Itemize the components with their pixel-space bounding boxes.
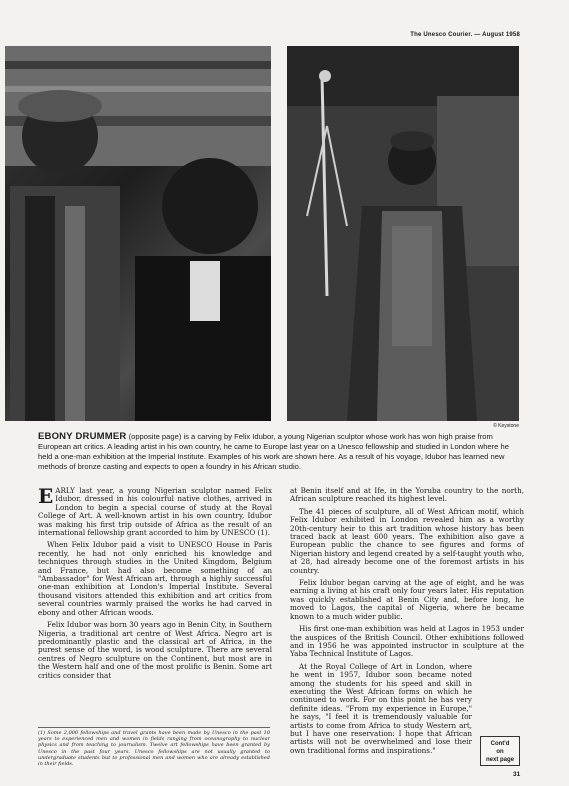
portrait-photo-graphic xyxy=(5,46,271,421)
continued-line-3: next page xyxy=(485,757,514,763)
article-column-right xyxy=(290,487,524,759)
photo-idubor-portrait xyxy=(5,46,271,421)
footnote: (1) Some 2,000 fellowships and travel grants have been made by Unesco in the past 10 years to experienced men and women in fields ranging from oceanography to nuclear physics and from teaching to journalism. Twelve art fellowships have been granted by Unesco in the past four years. Unesco fellowships are not usually granted to undergraduate students but to professional men and women who are already established in their fields. xyxy=(38,730,270,768)
article-paragraph: When Felix Idubor paid a visit to UNESCO House in Paris recently, he had not only enriched his knowledge and techniques through studies in the United Kingdom, Belgium and France, but had also become something of an "Ambassador" for West African art, through a highly successful one-man exhibition at London's Imperial Institute. Several thousand visitors attended this exhibition and art critics from several countries warmly praised the works he had carved in ebony and other African woods. xyxy=(38,540,272,617)
caption-text: (opposite page) is a carving by Felix Idubor, a young Nigerian sculptor whose work has won high praise from European art critics. A leading artist in his own country, he came to Europe last year on a Unesco fellowship and studied in London where he held a one-man exhibition at the Imperial Institute. Examples of his work are shown here. As a result of his voyage, Idubor has learned new methods of bronze casting and expects to open a foundry in his African studio. xyxy=(38,432,509,471)
photo-idubor-with-sculpture xyxy=(287,46,519,421)
article-paragraph: Felix Idubor began carving at the age of eight, and he was earning a living at his craft only four years later. His reputation was quickly established at Benin City and, before long, he moved to Lagos, the capital of Nigeria, where he became known to a much wider public. xyxy=(290,578,524,621)
page-number: 31 xyxy=(513,771,521,778)
footnote-divider xyxy=(38,727,270,728)
sculpture-photo-graphic xyxy=(287,46,519,421)
article-paragraph: The 41 pieces of sculpture, all of West African motif, which Felix Idubor exhibited in London revealed him as a worthy 20th-century heir to this art tradition whose history has been traced back at least 600 years. The exhibition also gave a European public the chance to see figures and forms of Nigerian history and legend created by a self-taught youth who, at 28, had already become one of the foremost artists in his country. xyxy=(290,506,524,575)
photo-credit: © Keystone xyxy=(493,423,519,429)
drop-cap: E xyxy=(38,484,54,508)
photo-caption xyxy=(38,432,524,472)
paragraph-text: ARLY last year, a young Nigerian sculptor named Felix Idubor, dressed in his colourful native clothes, arrived in London to begin a special course of study at the Royal College of Art. A well-known artist in his own country, Idubor was making his first trip outside of Africa as the result of an international fellowship grant accorded to him by UNESCO (1). xyxy=(38,486,272,538)
article-paragraph: Felix Idubor was born 30 years ago in Benin City, in Southern Nigeria, a traditional art centre of West Africa. Negro art is predominantly plastic and the classical art of Africa, in the purest sense of the word, is wood sculpture. There are several centres of Negro sculpture on the Continent, but most are in the Western half and one of the most prolific is Benin. Some art critics consider that xyxy=(38,620,273,680)
article-paragraph: His first one-man exhibition was held at Lagos in 1953 under the auspices of the British Council. Other exhibitions followed and in 1956 he was appointed instructor in sculpture at the Yaba Technical Institute of Lagos. xyxy=(290,624,524,659)
article-column-left xyxy=(38,484,273,684)
continued-line-1: Cont'd xyxy=(490,741,510,747)
running-head: The Unesco Courier. — August 1958 xyxy=(410,32,520,38)
article-paragraph: at Benin itself and at Ife, in the Yoruba country to the north, African sculpture reached its highest level. xyxy=(290,486,524,504)
continued-line-2: on xyxy=(496,749,504,755)
caption-lead: EBONY DRUMMER xyxy=(38,431,127,442)
article-paragraph: At the Royal College of Art in London, where he went in 1957, Idubor soon became noted among the students for his speed and skill in executing the West African forms on which he continued to work. For on this point he has very definite ideas. "From my experience in Europe," he says, "I feel it is tremendously valuable for artists to come from Africa to study Western art, but I have one reservation: I hope that African artists will not be overwhelmed and lose their own traditional forms and inspirations." xyxy=(290,661,472,755)
continued-box xyxy=(480,736,520,766)
article-paragraph xyxy=(38,484,272,538)
